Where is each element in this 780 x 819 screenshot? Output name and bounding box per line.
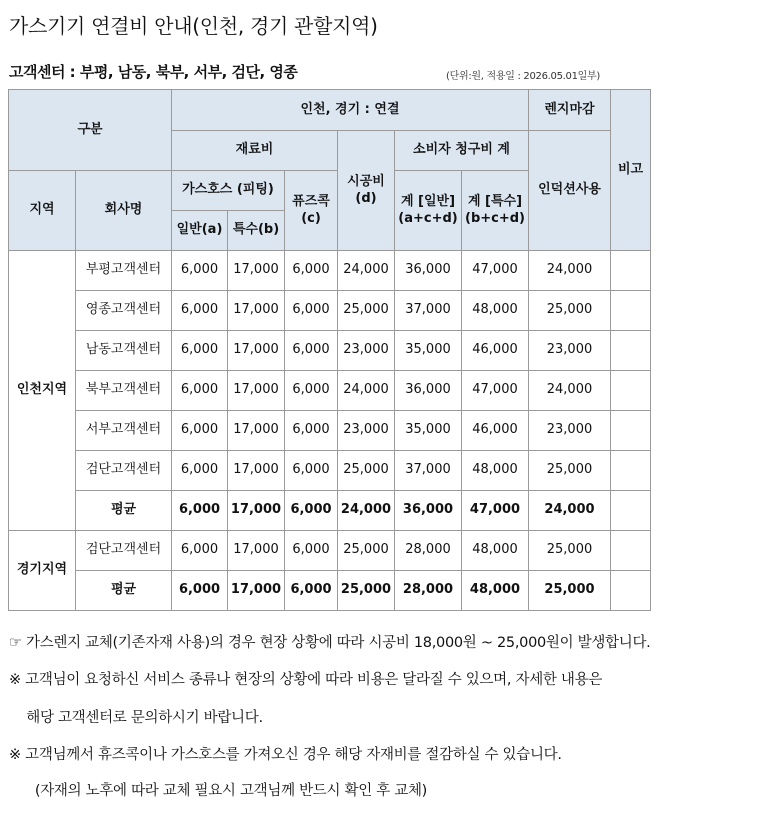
special-cell: 17,000 xyxy=(228,451,285,491)
company-cell: 서부고객센터 xyxy=(76,411,172,451)
header-total-general-label: 계 [일반] xyxy=(400,194,456,210)
average-label: 평균 xyxy=(76,571,172,611)
general-cell: 6,000 xyxy=(172,251,228,291)
unit-note: (단위:원, 적용일 : 2026.05.01일부) xyxy=(446,71,600,82)
total-special-cell: 48,000 xyxy=(462,531,529,571)
induction-cell: 25,000 xyxy=(529,571,611,611)
table-row xyxy=(9,531,651,571)
header-company: 회사명 xyxy=(76,171,172,251)
fuse-cell: 6,000 xyxy=(285,331,338,371)
average-row xyxy=(9,571,651,611)
header-incheon-gyeonggi: 인천, 경기 : 연결 xyxy=(172,90,529,131)
header-total-general-formula: (a+c+d) xyxy=(398,210,458,226)
special-cell: 17,000 xyxy=(228,491,285,531)
construction-cell: 24,000 xyxy=(338,491,395,531)
special-cell: 17,000 xyxy=(228,331,285,371)
region-cell: 인천지역 xyxy=(9,251,76,531)
construction-cell: 25,000 xyxy=(338,571,395,611)
total-general-cell: 37,000 xyxy=(395,451,462,491)
region-cell: 경기지역 xyxy=(9,531,76,611)
remarks-cell xyxy=(611,331,651,371)
company-cell: 부평고객센터 xyxy=(76,251,172,291)
service-centers-subtitle: 고객센터 : 부평, 남동, 북부, 서부, 검단, 영종 xyxy=(9,63,298,81)
table-row xyxy=(9,371,651,411)
general-cell: 6,000 xyxy=(172,531,228,571)
header-gas-hose: 가스호스 (피팅) xyxy=(172,171,285,211)
special-cell: 17,000 xyxy=(228,291,285,331)
construction-cell: 23,000 xyxy=(338,331,395,371)
general-cell: 6,000 xyxy=(172,411,228,451)
fuse-cell: 6,000 xyxy=(285,251,338,291)
induction-cell: 25,000 xyxy=(529,451,611,491)
header-range-finish: 렌지마감 xyxy=(529,90,611,131)
company-cell: 영종고객센터 xyxy=(76,291,172,331)
general-cell: 6,000 xyxy=(172,451,228,491)
company-cell: 북부고객센터 xyxy=(76,371,172,411)
special-cell: 17,000 xyxy=(228,531,285,571)
construction-cell: 24,000 xyxy=(338,251,395,291)
fuse-cell: 6,000 xyxy=(285,451,338,491)
total-general-cell: 35,000 xyxy=(395,331,462,371)
note-line: 해당 고객센터로 문의하시기 바랍니다. xyxy=(9,710,263,726)
header-total-special-label: 계 [특수] xyxy=(467,194,523,210)
total-general-cell: 35,000 xyxy=(395,411,462,451)
header-fuse-cock-code: (c) xyxy=(301,210,321,226)
induction-cell: 25,000 xyxy=(529,531,611,571)
special-cell: 17,000 xyxy=(228,371,285,411)
induction-cell: 25,000 xyxy=(529,291,611,331)
total-general-cell: 36,000 xyxy=(395,251,462,291)
total-special-cell: 48,000 xyxy=(462,571,529,611)
company-cell: 남동고객센터 xyxy=(76,331,172,371)
header-special: 특수(b) xyxy=(228,211,285,251)
general-cell: 6,000 xyxy=(172,491,228,531)
total-general-cell: 36,000 xyxy=(395,371,462,411)
remarks-cell xyxy=(611,451,651,491)
general-cell: 6,000 xyxy=(172,571,228,611)
induction-cell: 24,000 xyxy=(529,251,611,291)
header-general: 일반(a) xyxy=(172,211,228,251)
header-materials: 재료비 xyxy=(172,131,338,171)
construction-cell: 25,000 xyxy=(338,451,395,491)
average-label: 평균 xyxy=(76,491,172,531)
fuse-cell: 6,000 xyxy=(285,371,338,411)
fuse-cell: 6,000 xyxy=(285,411,338,451)
header-region: 지역 xyxy=(9,171,76,251)
total-special-cell: 47,000 xyxy=(462,371,529,411)
special-cell: 17,000 xyxy=(228,411,285,451)
company-cell: 검단고객센터 xyxy=(76,531,172,571)
induction-cell: 24,000 xyxy=(529,371,611,411)
header-total-special xyxy=(462,171,529,251)
total-special-cell: 48,000 xyxy=(462,451,529,491)
general-cell: 6,000 xyxy=(172,291,228,331)
induction-cell: 23,000 xyxy=(529,331,611,371)
remarks-cell xyxy=(611,291,651,331)
note-line: ☞ 가스렌지 교체(기존자재 사용)의 경우 현장 상황에 따라 시공비 18,000원 ~ 25,000원이 발생합니다. xyxy=(9,635,651,651)
header-total-general xyxy=(395,171,462,251)
note-line: (자재의 노후에 따라 교체 필요시 고객님께 반드시 확인 후 교체) xyxy=(9,783,428,799)
table-row xyxy=(9,251,651,291)
header-construction-code: (d) xyxy=(355,190,377,206)
construction-cell: 25,000 xyxy=(338,291,395,331)
general-cell: 6,000 xyxy=(172,331,228,371)
total-special-cell: 46,000 xyxy=(462,411,529,451)
fuse-cell: 6,000 xyxy=(285,571,338,611)
remarks-cell xyxy=(611,371,651,411)
note-line: ※ 고객님께서 휴즈콕이나 가스호스를 가져오신 경우 해당 자재비를 절감하실 수 있습니다. xyxy=(9,747,562,763)
remarks-cell xyxy=(611,491,651,531)
remarks-cell xyxy=(611,411,651,451)
total-general-cell: 28,000 xyxy=(395,571,462,611)
header-total-special-formula: (b+c+d) xyxy=(465,210,525,226)
total-special-cell: 48,000 xyxy=(462,291,529,331)
special-cell: 17,000 xyxy=(228,571,285,611)
header-induction: 인덕션사용 xyxy=(529,131,611,251)
header-gubun: 구분 xyxy=(9,90,172,171)
fuse-cell: 6,000 xyxy=(285,291,338,331)
induction-cell: 23,000 xyxy=(529,411,611,451)
construction-cell: 23,000 xyxy=(338,411,395,451)
total-general-cell: 37,000 xyxy=(395,291,462,331)
total-special-cell: 46,000 xyxy=(462,331,529,371)
table-row xyxy=(9,291,651,331)
total-special-cell: 47,000 xyxy=(462,251,529,291)
table-row xyxy=(9,451,651,491)
remarks-cell xyxy=(611,531,651,571)
construction-cell: 25,000 xyxy=(338,531,395,571)
average-row xyxy=(9,491,651,531)
header-construction-label: 시공비 xyxy=(347,174,385,190)
table-row xyxy=(9,331,651,371)
fuse-cell: 6,000 xyxy=(285,531,338,571)
total-general-cell: 36,000 xyxy=(395,491,462,531)
fuse-cell: 6,000 xyxy=(285,491,338,531)
construction-cell: 24,000 xyxy=(338,371,395,411)
table-row xyxy=(9,411,651,451)
remarks-cell xyxy=(611,251,651,291)
remarks-cell xyxy=(611,571,651,611)
total-general-cell: 28,000 xyxy=(395,531,462,571)
general-cell: 6,000 xyxy=(172,371,228,411)
induction-cell: 24,000 xyxy=(529,491,611,531)
special-cell: 17,000 xyxy=(228,251,285,291)
company-cell: 검단고객센터 xyxy=(76,451,172,491)
header-fuse-cock xyxy=(285,171,338,251)
header-construction xyxy=(338,131,395,251)
total-special-cell: 47,000 xyxy=(462,491,529,531)
header-fuse-cock-label: 퓨즈콕 xyxy=(292,194,330,210)
fee-table xyxy=(8,89,651,611)
note-line: ※ 고객님이 요청하신 서비스 종류나 현장의 상황에 따라 비용은 달라질 수 있으며, 자세한 내용은 xyxy=(9,672,603,688)
page-title: 가스기기 연결비 안내(인천, 경기 관할지역) xyxy=(9,14,378,38)
header-remarks: 비고 xyxy=(611,90,651,251)
header-consumer-total: 소비자 청구비 계 xyxy=(395,131,529,171)
